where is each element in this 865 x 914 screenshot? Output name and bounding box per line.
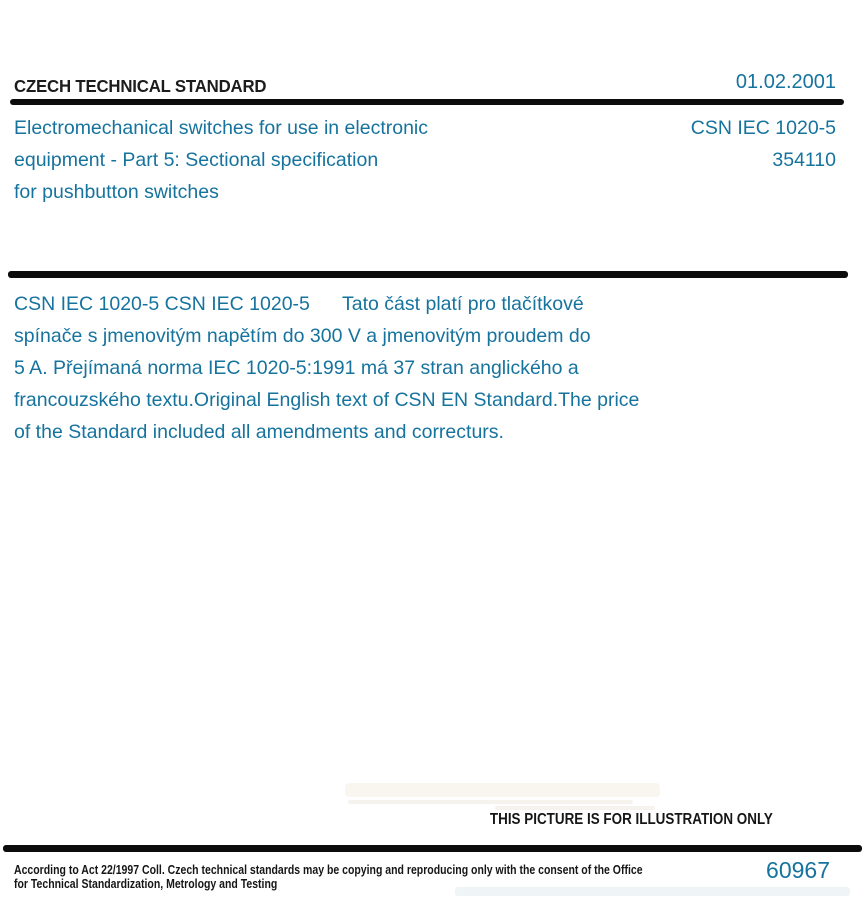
page-title: CZECH TECHNICAL STANDARD [14, 76, 267, 96]
copyright-legal-line: for Technical Standardization, Metrology and Testing [14, 877, 278, 891]
copyright-legal-text [14, 863, 643, 891]
standard-title [14, 112, 574, 208]
abstract-line: of the Standard included all amendments and correcturs. [14, 421, 504, 443]
ghost-text-smudge [348, 800, 633, 804]
standard-title-line: Electromechanical switches for use in electronic [14, 117, 429, 139]
abstract-line: 5 A. Přejímaná norma IEC 1020-5:1991 má 37 stran anglického a [14, 357, 579, 379]
issue-date: 01.02.2001 [735, 71, 836, 93]
ghost-text-smudge [495, 806, 655, 810]
abstract-line: spínače s jmenovitým napětím do 300 V a jmenovitým proudem do [14, 325, 591, 347]
footer-divider [3, 845, 862, 852]
standard-codes [691, 112, 836, 176]
header-divider [10, 99, 844, 105]
ghost-text-smudge [345, 783, 660, 797]
copyright-legal-line: According to Act 22/1997 Coll. Czech technical standards may be copying and reproducing only with the consent of the Office [14, 863, 643, 877]
order-number: 60967 [766, 857, 830, 883]
standard-class-number: 354110 [772, 149, 836, 171]
standard-code: CSN IEC 1020-5 [690, 117, 836, 139]
standard-title-line: equipment - Part 5: Sectional specification [14, 149, 379, 171]
abstract-line: CSN IEC 1020-5 CSN IEC 1020-5 Tato část platí pro tlačítkové [14, 293, 584, 315]
title-divider [8, 271, 848, 278]
standard-abstract [14, 288, 794, 448]
illustration-only-notice: THIS PICTURE IS FOR ILLUSTRATION ONLY [489, 811, 773, 828]
abstract-line: francouzského textu.Original English text of CSN EN Standard.The price [14, 389, 640, 411]
standard-title-line: for pushbutton switches [14, 181, 219, 203]
